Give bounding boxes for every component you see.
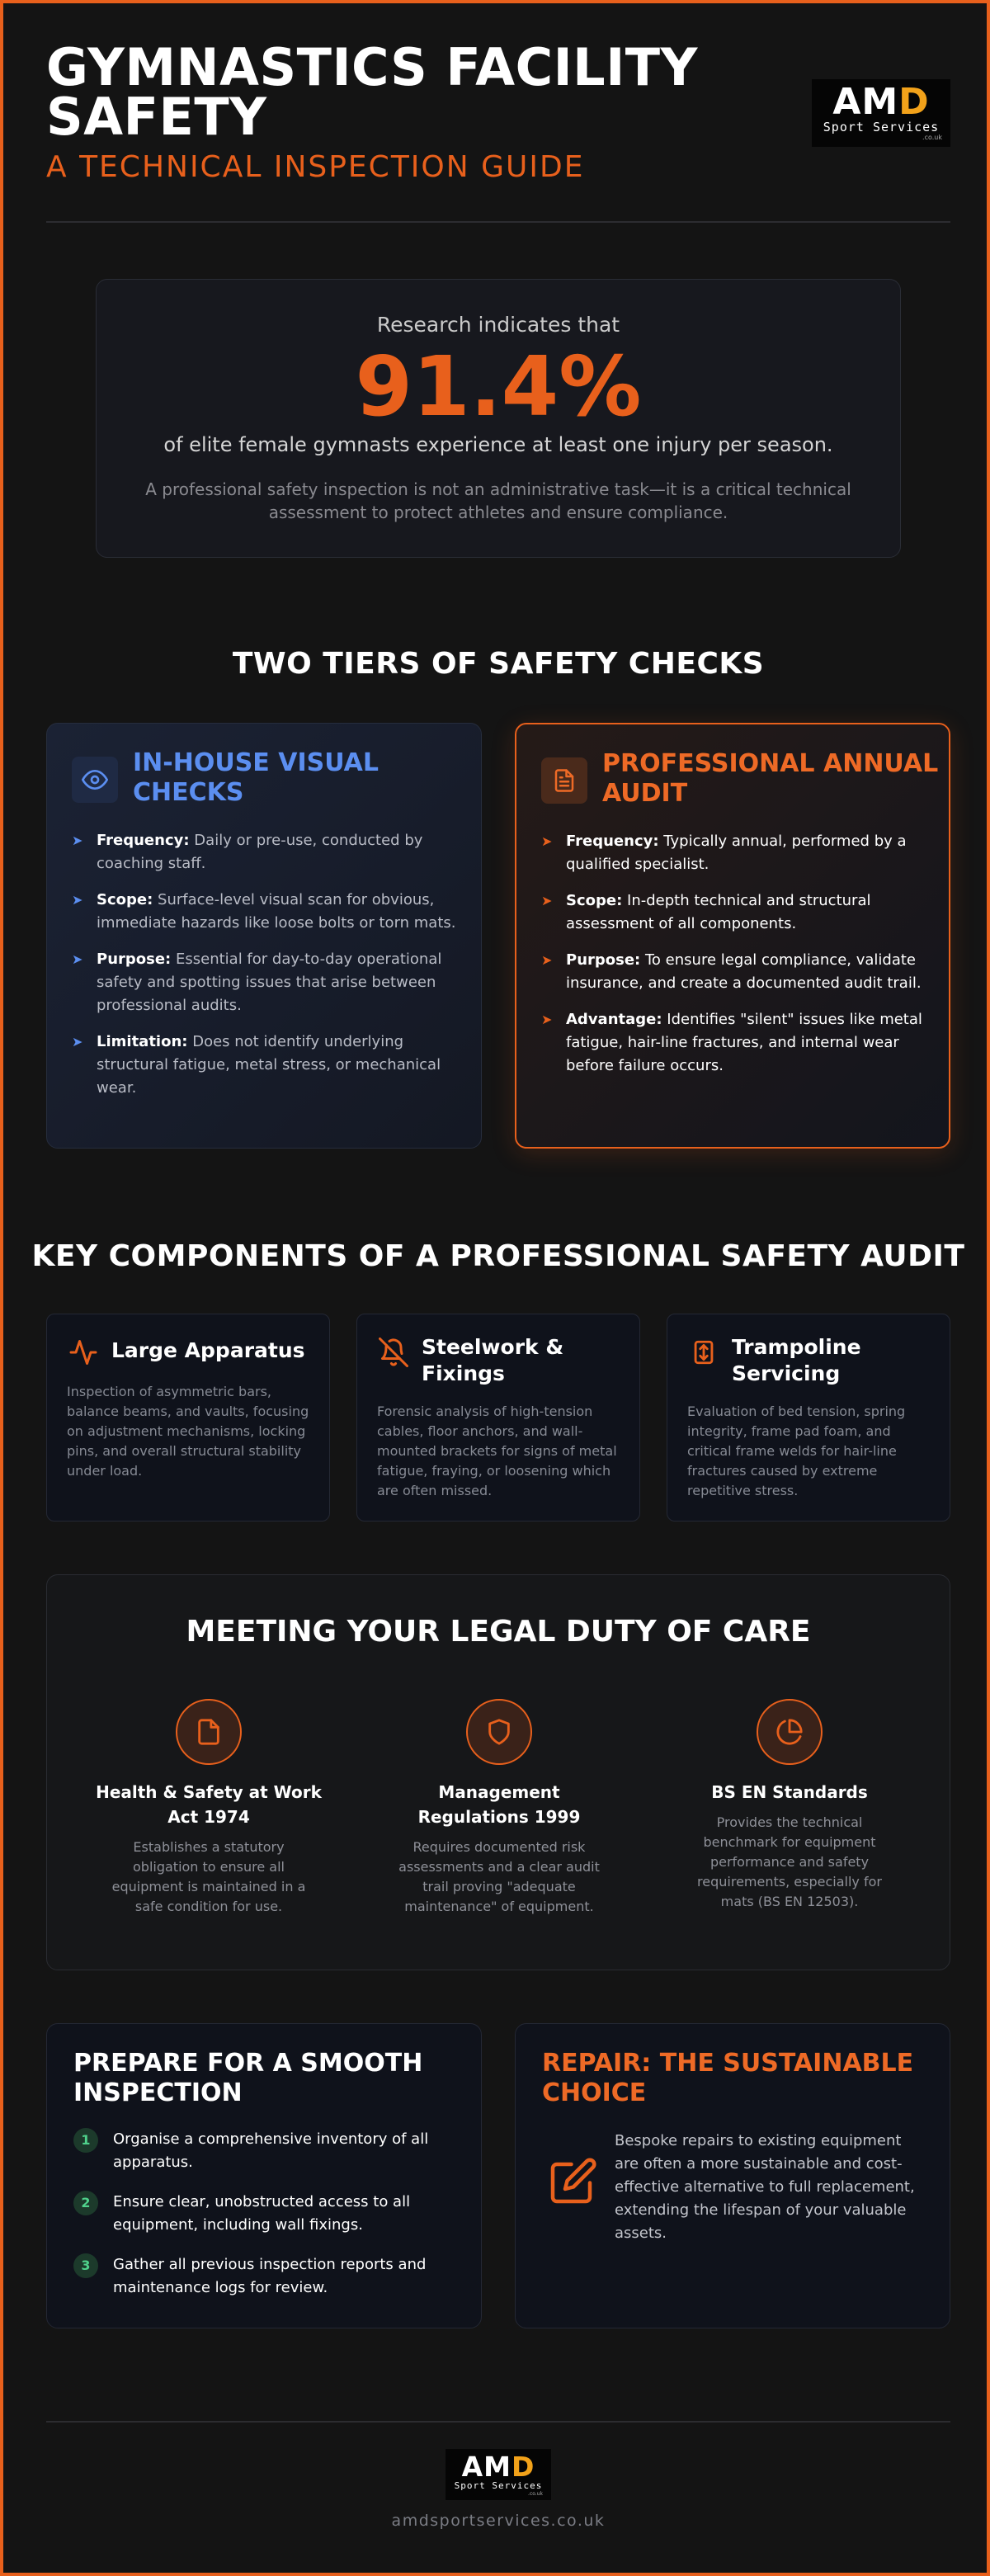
legal-item-bs-en (674, 1699, 905, 1912)
logo-domain: .co.uk (922, 134, 942, 141)
chevron-right-icon: ➤ (541, 1012, 553, 1027)
logo-subtext: Sport Services (454, 2479, 543, 2491)
professional-audit-list (541, 830, 924, 1091)
list-item: ➤ Limitation: Does not identify underlying structural fatigue, metal stress, or mechanical wear. (72, 1031, 456, 1100)
list-item: 3 Gather all previous inspection reports and maintenance logs for review. (73, 2253, 456, 2300)
inhouse-checks-card (46, 723, 482, 1149)
legal-title: MEETING YOUR LEGAL DUTY OF CARE (186, 1615, 811, 1649)
step-number: 2 (73, 2191, 98, 2215)
header-divider (46, 221, 950, 223)
chevron-right-icon: ➤ (72, 892, 83, 908)
list-item: ➤ Frequency: Daily or pre-use, conducted by coaching staff. (72, 829, 456, 875)
prepare-steps (73, 2128, 456, 2316)
logo-wordmark: AMD (832, 81, 930, 123)
file-icon (176, 1699, 242, 1765)
bell-off-icon (377, 1336, 410, 1369)
step-number: 1 (73, 2128, 98, 2153)
legal-item-hswa (93, 1699, 324, 1917)
stat-intro: Research indicates that (376, 313, 620, 337)
component-card-large-apparatus (46, 1314, 330, 1522)
activity-icon (67, 1336, 100, 1369)
legal-item-title: Management Regulations 1999 (417, 1782, 581, 1827)
component-card-steelwork (356, 1314, 640, 1522)
logo-subtext: Sport Services (823, 120, 940, 134)
professional-audit-title: PROFESSIONAL ANNUAL AUDIT (602, 749, 939, 808)
footer-divider (46, 2421, 950, 2423)
legal-item-management-regs (384, 1699, 615, 1917)
list-item: ➤ Frequency: Typically annual, performed by a qualified specialist. (541, 830, 924, 876)
shield-icon (466, 1699, 532, 1765)
inhouse-checks-list (72, 829, 456, 1113)
eye-icon (72, 757, 118, 803)
legal-item-description: Establishes a statutory obligation to ensure all equipment is maintained in a safe condition for use. (111, 1839, 306, 1914)
list-item: 1 Organise a comprehensive inventory of all apparatus. (73, 2128, 456, 2174)
repair-card (515, 2023, 950, 2328)
pie-chart-icon (757, 1699, 823, 1765)
logo-wordmark: AMD (461, 2450, 535, 2483)
prepare-card (46, 2023, 482, 2328)
trampoline-icon (687, 1336, 720, 1369)
component-title: Steelwork & Fixings (422, 1335, 564, 1385)
stat-value: 91.4% (355, 338, 642, 435)
inhouse-checks-title: IN-HOUSE VISUAL CHECKS (133, 748, 379, 807)
page-subtitle: A TECHNICAL INSPECTION GUIDE (46, 150, 585, 184)
components-section-title: KEY COMPONENTS OF A PROFESSIONAL SAFETY AUDIT (31, 1239, 965, 1273)
legal-item-description: Requires documented risk assessments and a clear audit trail proving "adequate maintenance" of equipment. (398, 1839, 600, 1914)
stat-panel (96, 279, 901, 558)
stat-note: A professional safety inspection is not an administrative task—it is a critical technical assessment to protect athletes and ensure compliance. (145, 479, 851, 522)
chevron-right-icon: ➤ (541, 893, 553, 908)
chevron-right-icon: ➤ (72, 1034, 83, 1050)
list-item: ➤ Advantage: Identifies "silent" issues like metal fatigue, hair-line fractures, and internal wear before failure occurs. (541, 1008, 924, 1078)
chevron-right-icon: ➤ (541, 952, 553, 968)
legal-item-title: Health & Safety at Work Act 1974 (96, 1782, 322, 1827)
logo-domain: .co.uk (528, 2490, 543, 2497)
page-title: GYMNASTICS FACILITY SAFETY (46, 37, 698, 147)
prepare-title: PREPARE FOR A SMOOTH INSPECTION (73, 2049, 423, 2107)
component-description: Forensic analysis of high-tension cables, floor anchors, and wall-mounted brackets for signs of metal fatigue, fraying, or loosening which are often missed. (377, 1404, 617, 1498)
list-item: ➤ Purpose: Essential for day-to-day operational safety and spotting issues that arise between professional audits. (72, 948, 456, 1017)
stat-description: of elite female gymnasts experience at least one injury per season. (163, 433, 833, 456)
edit-icon (549, 2156, 598, 2206)
component-card-trampoline (667, 1314, 950, 1522)
component-title: Trampoline Servicing (732, 1335, 861, 1385)
component-description: Inspection of asymmetric bars, balance beams, and vaults, focusing on adjustment mechanisms, locking pins, and overall structural stability under load. (67, 1384, 309, 1479)
legal-item-description: Provides the technical benchmark for equipment performance and safety requirements, especially for mats (BS EN 12503). (697, 1814, 882, 1909)
legal-duty-panel (46, 1574, 950, 1970)
repair-description: Bespoke repairs to existing equipment are often a more sustainable and cost-effective alternative to full replacement, extending the lifespan of your valuable assets. (615, 2132, 915, 2242)
component-title: Large Apparatus (111, 1338, 305, 1362)
component-description: Evaluation of bed tension, spring integrity, frame pad foam, and critical frame welds for hair-line fractures caused by extreme repetitive stress. (687, 1404, 906, 1498)
list-item: ➤ Scope: In-depth technical and structural assessment of all components. (541, 889, 924, 936)
tiers-section-title: TWO TIERS OF SAFETY CHECKS (232, 647, 765, 681)
header-logo[interactable] (812, 79, 950, 147)
step-number: 3 (73, 2253, 98, 2278)
chevron-right-icon: ➤ (72, 951, 83, 967)
document-icon (541, 757, 587, 804)
legal-item-title: BS EN Standards (711, 1782, 868, 1802)
list-item: ➤ Purpose: To ensure legal compliance, validate insurance, and create a documented audit trail. (541, 949, 924, 995)
list-item: 2 Ensure clear, unobstructed access to all equipment, including wall fixings. (73, 2191, 456, 2237)
list-item: ➤ Scope: Surface-level visual scan for obvious, immediate hazards like loose bolts or torn mats. (72, 889, 456, 935)
chevron-right-icon: ➤ (541, 833, 553, 849)
professional-audit-card (515, 723, 950, 1149)
footer-url-link[interactable]: amdsportservices.co.uk (391, 2512, 606, 2530)
repair-title: REPAIR: THE SUSTAINABLE CHOICE (542, 2049, 914, 2107)
chevron-right-icon: ➤ (72, 833, 83, 848)
footer-logo[interactable] (446, 2449, 551, 2500)
